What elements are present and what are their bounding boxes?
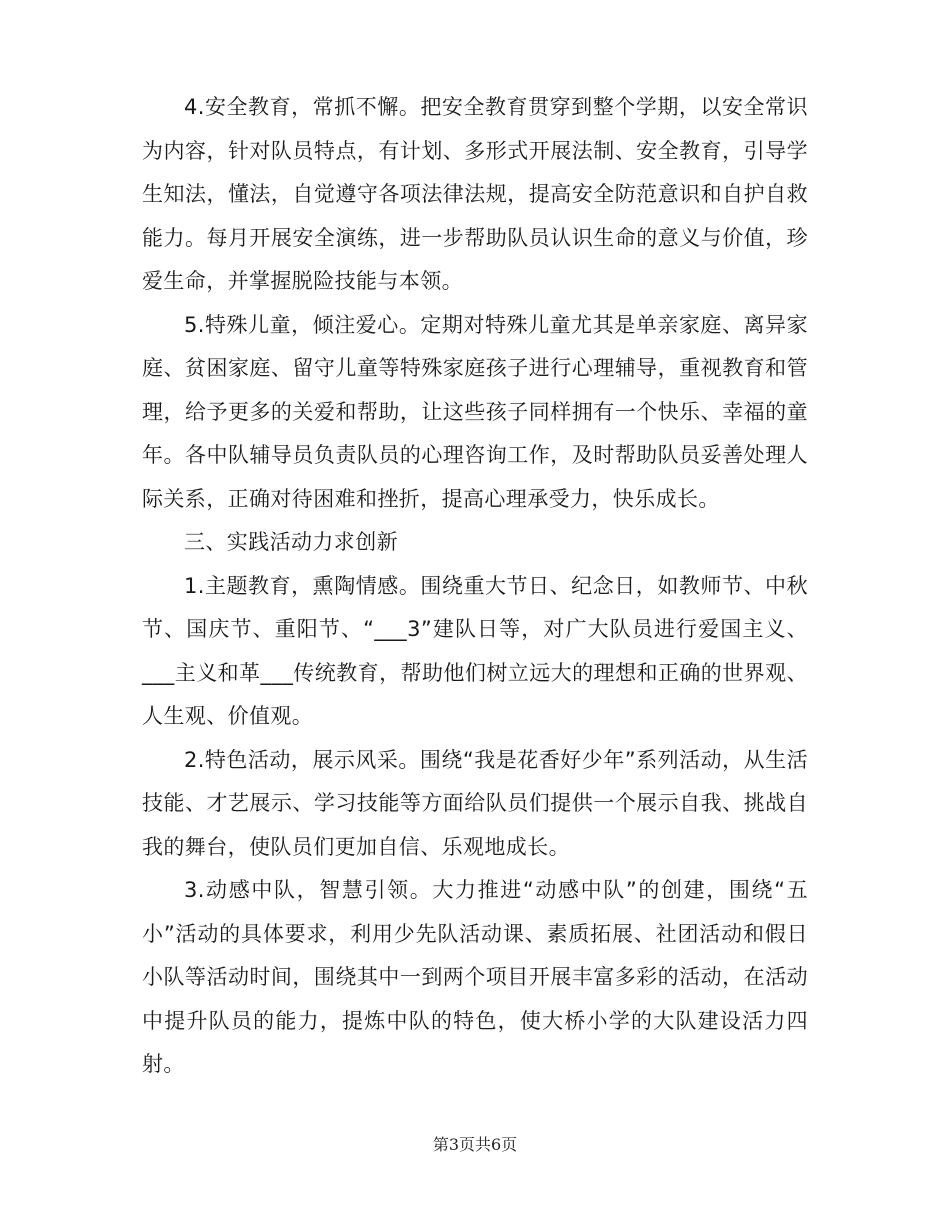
paragraph-safety-education: 4.安全教育，常抓不懈。把安全教育贯穿到整个学期，以安全常识为内容，针对队员特点，有计划、多形式开展法制、安全教育，引导学生知法，懂法，自觉遵守各项法律法规，提高安全防范意识和自护自救能力。每月开展安全演练，进一步帮助队员认识生命的意义与价值，珍爱生命，并掌握脱险技能与本领。 bbox=[142, 95, 808, 293]
section-heading-practice-activities: 三、实践活动力求创新 bbox=[184, 530, 398, 554]
page-number-footer: 第3页共6页 bbox=[432, 1135, 518, 1154]
paragraph-special-activities: 2.特色活动，展示风采。围绕“我是花香好少年”系列活动，从生活技能、才艺展示、学习技能等方面给队员们提供一个展示自我、挑战自我的舞台，使队员们更加自信、乐观地成长。 bbox=[142, 747, 808, 859]
paragraph-dynamic-squad: 3.动感中队，智慧引领。大力推进“动感中队”的创建，围绕“五小”活动的具体要求，利用少先队活动课、素质拓展、社团活动和假日小队等活动时间，围绕其中一到两个项目开展丰富多彩的活动，在活动中提升队员的能力，提炼中队的特色，使大桥小学的大队建设活力四射。 bbox=[142, 878, 808, 1076]
paragraph-theme-education: 1.主题教育，熏陶情感。围绕重大节日、纪念日，如教师节、中秋节、国庆节、重阳节、“___3”建队日等，对广大队员进行爱国主义、___主义和革___传统教育，帮助他们树立远大的理想和正确的世界观、人生观、价值观。 bbox=[142, 573, 808, 728]
paragraph-special-children: 5.特殊儿童，倾注爱心。定期对特殊儿童尤其是单亲家庭、离异家庭、贫困家庭、留守儿童等特殊家庭孩子进行心理辅导，重视教育和管理，给予更多的关爱和帮助，让这些孩子同样拥有一个快乐、幸福的童年。各中队辅导员负责队员的心理咨询工作，及时帮助队员妥善处理人际关系，正确对待困难和挫折，提高心理承受力，快乐成长。 bbox=[142, 312, 808, 511]
document-body bbox=[142, 86, 808, 1087]
